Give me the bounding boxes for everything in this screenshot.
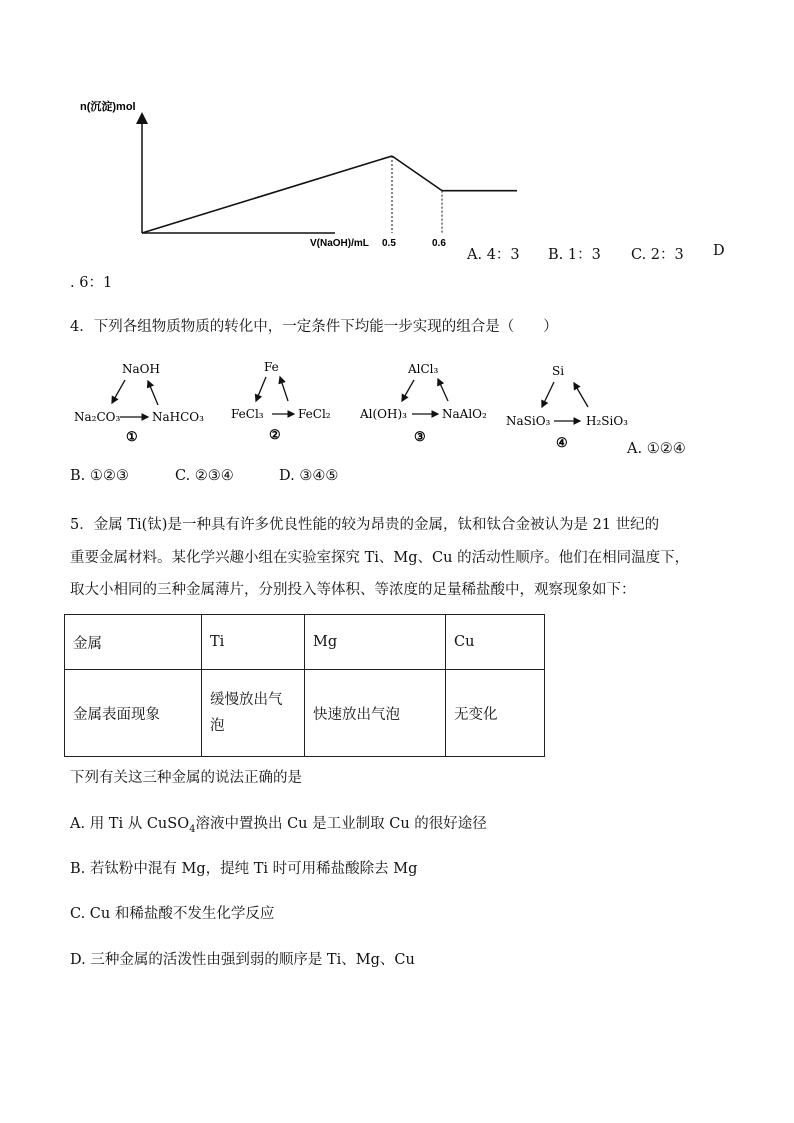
cycle4-right: H₂SiO₃ (586, 414, 628, 428)
graph-segment-2 (392, 156, 442, 191)
table-cell: 无变化 (446, 670, 545, 757)
table-cell: Cu (446, 615, 545, 670)
cycle1-top: NaOH (122, 362, 160, 376)
q4-option-d: D. ③④⑤ (279, 468, 339, 484)
cycle4-left: NaSiO₃ (506, 414, 551, 428)
cycle-diagram-3 (356, 355, 496, 445)
q5-option-b: B. 若钛粉中混有 Mg，提纯 Ti 时可用稀盐酸除去 Mg (70, 861, 418, 877)
arrow-icon (256, 377, 266, 401)
q3-option-d-end: . 6：1 (70, 275, 113, 291)
cycle3-number: ③ (414, 430, 426, 445)
cycle2-top: Fe (264, 360, 279, 374)
cycle1-right: NaHCO₃ (152, 410, 204, 424)
q5-option-d: D. 三种金属的活泼性由强到弱的顺序是 Ti、Mg、Cu (70, 952, 415, 968)
arrow-icon (542, 382, 554, 407)
table-row (65, 670, 545, 757)
arrow-icon (112, 380, 125, 403)
arrow-icon (148, 381, 158, 405)
q4-option-c: C. ②③④ (175, 468, 234, 484)
table-cell: Ti (202, 615, 305, 670)
cycle2-left: FeCl₃ (231, 407, 264, 421)
cycle-diagram-1 (70, 355, 210, 445)
q4-option-b: B. ①②③ (70, 468, 129, 484)
cycle2-number: ② (269, 428, 281, 443)
q3-option-c: C. 2：3 (631, 247, 684, 263)
arrow-icon (438, 379, 448, 401)
q4-option-a: A. ①②④ (627, 441, 686, 457)
table-cell: 金属表面现象 (65, 670, 202, 757)
q5-stem-line1: 5．金属 Ti(钛)是一种具有许多优良性能的较为昂贵的金属，钛和钛合金被认为是 21 世纪的 (70, 517, 660, 533)
cycle2-right: FeCl₂ (298, 407, 331, 421)
graph-series (142, 156, 517, 233)
cycle3-right: NaAlO₂ (442, 407, 487, 421)
table-cell: 缓慢放出气泡 (202, 670, 305, 757)
q4-stem: 4．下列各组物质物质的转化中，一定条件下均能一步实现的组合是（ ） (70, 319, 558, 335)
graph-x-tick-0.5: 0.5 (382, 238, 396, 249)
q5-option-a-sub: 4 (189, 823, 196, 835)
precipitate-graph (70, 98, 446, 250)
cycle-diagram-2 (226, 355, 346, 445)
q3-option-b: B. 1：3 (548, 247, 601, 263)
q5-option-a-pre: A. 用 Ti 从 CuSO (70, 816, 190, 832)
table-cell: 金属 (65, 615, 202, 670)
graph-x-tick-0.6: 0.6 (432, 238, 446, 249)
metal-observation-table (64, 614, 545, 757)
q5-question: 下列有关这三种金属的说法正确的是 (70, 770, 302, 786)
table-cell: Mg (305, 615, 446, 670)
cycle3-top: AlCl₃ (408, 362, 439, 376)
cycle4-number: ④ (556, 436, 568, 451)
q5-option-c: C. Cu 和稀盐酸不发生化学反应 (70, 906, 275, 922)
q5-stem-line2: 重要金属材料。某化学兴趣小组在实验室探究 Ti、Mg、Cu 的活动性顺序。他们在相同温度下， (70, 550, 690, 566)
cycle4-top: Si (552, 364, 565, 378)
q5-option-a (70, 812, 487, 835)
arrow-icon (280, 377, 288, 401)
q5-option-a-post: 溶液中置换出 Cu 是工业制取 Cu 的很好途径 (195, 816, 487, 832)
arrow-icon (402, 380, 414, 401)
cycle1-number: ① (126, 430, 138, 445)
cycle3-left: Al(OH)₃ (360, 407, 407, 421)
q5-stem-line3: 取大小相同的三种金属薄片，分别投入等体积、等浓度的足量稀盐酸中，观察现象如下： (70, 582, 636, 598)
graph-segment-1 (142, 156, 392, 233)
q3-option-a: A. 4：3 (467, 247, 520, 263)
arrow-icon (574, 383, 588, 407)
cycle-diagram-4 (502, 355, 632, 455)
table-header-row (65, 615, 545, 670)
table-cell: 快速放出气泡 (305, 670, 446, 757)
q3-option-d-start: D (713, 243, 725, 259)
cycle1-left: Na₂CO₃ (74, 410, 121, 424)
graph-y-label: n(沉淀)mol (80, 101, 136, 113)
graph-x-label: V(NaOH)/mL (310, 238, 369, 249)
